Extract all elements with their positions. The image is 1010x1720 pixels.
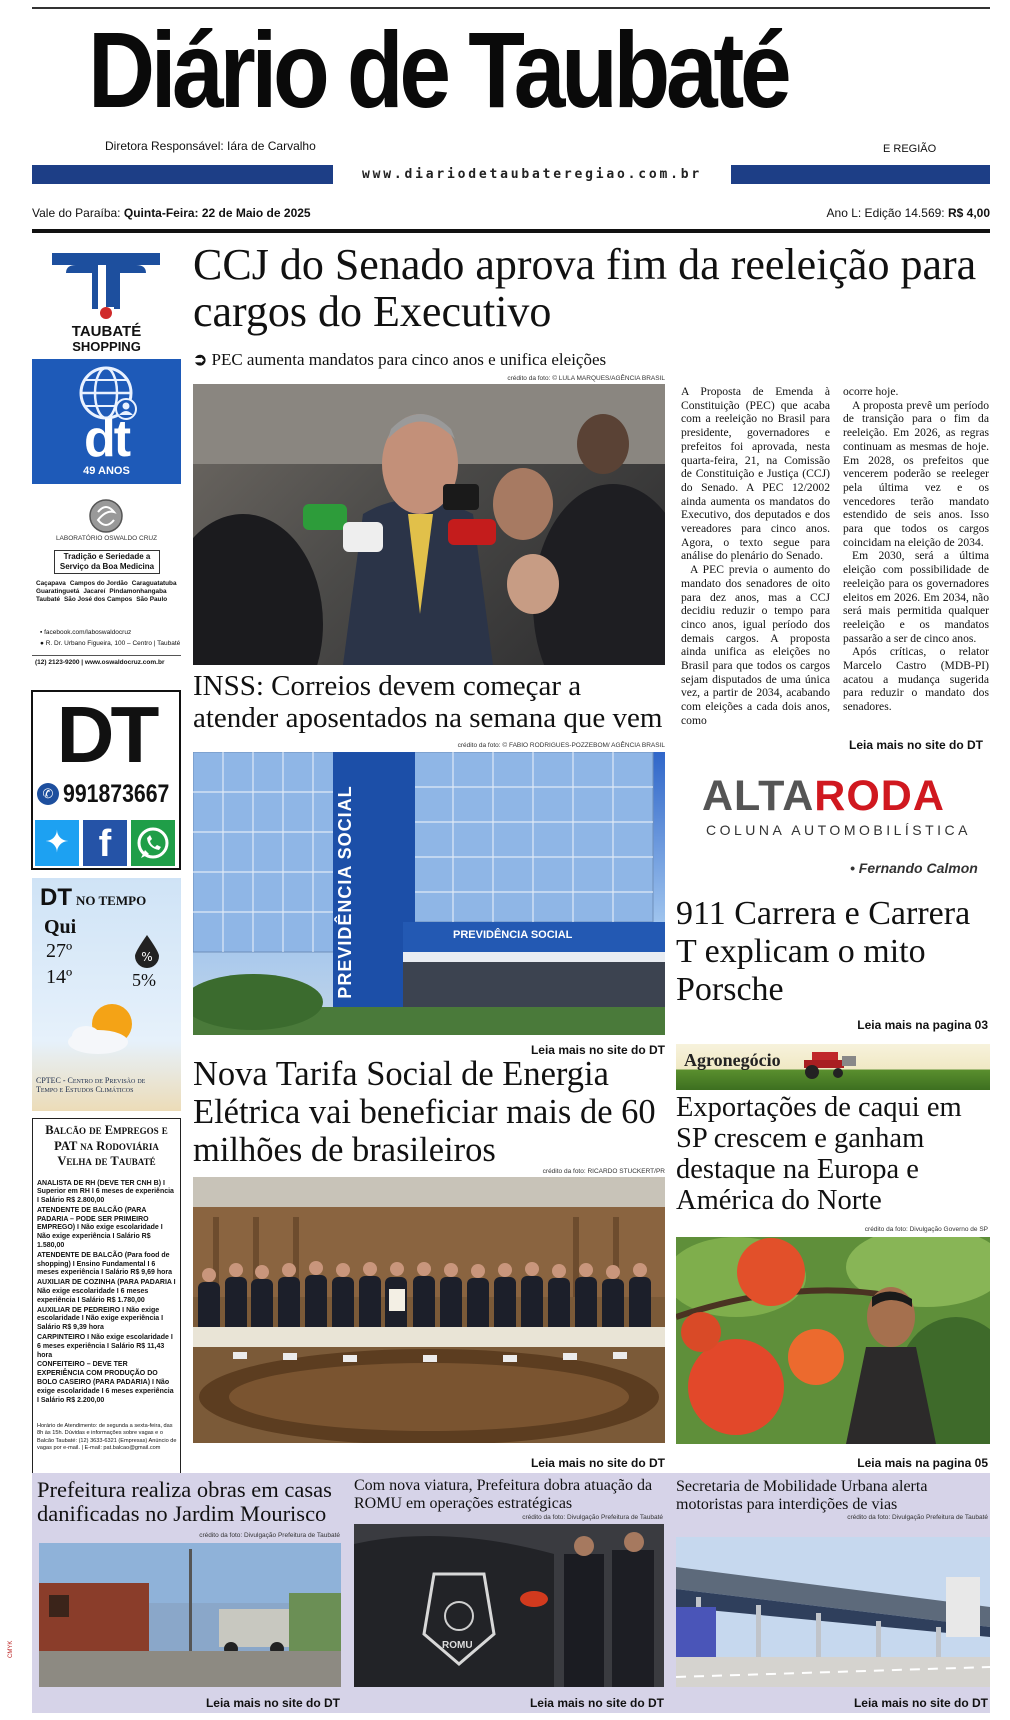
lab-city-item: São Paulo bbox=[136, 596, 168, 603]
jobs-list bbox=[37, 1180, 176, 1406]
tractor-icon bbox=[794, 1046, 864, 1080]
lab-divider bbox=[32, 655, 181, 656]
job-listing: CONFEITEIRO – DEVE TER EXPERIÊNCIA COM PRODUÇÃO DO BOLO CASEIRO (PARA PADARIA) I Não exige escolaridade I 6 meses experiência I Salário R$ 2.200,00 bbox=[37, 1361, 174, 1404]
jobs-footer: Horário de Atendimento: de segunda a sexta-feira, das 8h às 15h. Dúvidas e informações sobre vagas e o Balcão Taubaté: (12) 3633-6321 (Empresas) Anúncio de vagas por e-mail. | E-mail: pat.balcao@gmail.com bbox=[37, 1423, 177, 1452]
lab-city-item: São José dos Campos bbox=[64, 596, 133, 603]
weather-min: 14º bbox=[46, 966, 73, 988]
dt-contact-box bbox=[31, 690, 181, 870]
romu-headline[interactable]: Com nova viatura, Prefeitura dobra atuação da ROMU em operações estratégicas bbox=[354, 1477, 653, 1512]
previdencia-vertical-sign: PREVIDÊNCIA SOCIAL bbox=[335, 785, 355, 999]
previdencia-building-photo bbox=[193, 752, 665, 1035]
agro-label: Agronegócio bbox=[684, 1050, 781, 1070]
dt49-years: 49 ANOS bbox=[83, 465, 130, 477]
romu-read-more-link[interactable]: Leia mais no site do DT bbox=[529, 1696, 664, 1710]
lab-city-item: Caraguatatuba bbox=[131, 580, 177, 587]
energia-photo-credit: crédito da foto: RICARDO STUCKERT/PR bbox=[542, 1168, 665, 1175]
oswaldo-cruz-ad[interactable] bbox=[32, 495, 181, 687]
lead-photo-credit: crédito da foto: © LULA MARQUES/AGÊNCIA BRASIL bbox=[507, 375, 665, 382]
lab-facebook[interactable] bbox=[40, 629, 131, 636]
svg-text:%: % bbox=[141, 950, 153, 964]
lead-read-more-link[interactable]: Leia mais no site do DT bbox=[848, 738, 984, 752]
dateline-rule bbox=[32, 229, 990, 233]
caqui-harvest-photo bbox=[676, 1237, 990, 1444]
dt-contact-logo: DT bbox=[56, 690, 156, 779]
altaroda-headline[interactable]: 911 Carrera e Carrera T explicam o mito Porsche bbox=[676, 895, 971, 1008]
job-listing: AUXILIAR DE COZINHA (PARA PADARIA I Não exige escolaridade I 6 meses experiência I Salário R$ 1.780,00 bbox=[37, 1279, 176, 1304]
job-listing: ATENDENTE DE BALCÃO (Para food de shopping) I Ensino Fundamental I 6 meses experiência I Salário R$ 9,69 hora bbox=[37, 1251, 173, 1277]
lab-city-item: Jacareí bbox=[83, 588, 106, 595]
lead-paragraph: A Proposta de Emenda à Constituição (PEC) que acaba com a reeleição no Brasil para presidente, governadores e prefeitos foi aprovada, nesta quarta-feira, 21, na Comissão de Constituição e Justiça (CCJ) do Senado. A PEC 12/2002 ainda aumenta os mandatos do Executivo, dos deputados e dos vereadores para cinco anos. Agora, o texto segue para análise do plenário do Senado. bbox=[681, 385, 830, 563]
whatsapp-icon[interactable] bbox=[131, 820, 175, 866]
agro-photo-credit: crédito da foto: Divulgação Governo de SP bbox=[864, 1226, 988, 1233]
agro-read-more-link[interactable]: Leia mais na pagina 05 bbox=[857, 1456, 988, 1470]
lab-address bbox=[40, 640, 180, 647]
agro-headline[interactable]: Exportações de caqui em SP crescem e ganham destaque na Europa e América do Norte bbox=[676, 1092, 962, 1216]
senado-press-photo bbox=[193, 384, 665, 665]
altaroda-logo-a: ALTA bbox=[702, 772, 815, 820]
jobs-box bbox=[32, 1118, 181, 1486]
dt-contact-phone[interactable]: 991873667 bbox=[63, 780, 170, 808]
masthead-title: Diário de Taubaté bbox=[88, 9, 788, 130]
shopping-line2: SHOPPING bbox=[72, 339, 141, 354]
facebook-icon[interactable]: f bbox=[83, 820, 127, 866]
altaroda-read-more-link[interactable]: Leia mais na pagina 03 bbox=[857, 1018, 988, 1032]
job-listing: ANALISTA DE RH (DEVE TER CNH B) I Superior em RH I 6 meses de experiência I Salário R$ 2.800,00 bbox=[37, 1179, 174, 1205]
energia-headline[interactable]: Nova Tarifa Social de Energia Elétrica vai beneficiar mais de 60 milhões de brasileiros bbox=[193, 1055, 656, 1169]
lab-city-item: Campos do Jordão bbox=[69, 580, 128, 587]
address-text: R. Dr. Urbano Figueira, 100 – Centro | Taubaté bbox=[45, 640, 181, 647]
raindrop-icon bbox=[132, 934, 162, 968]
price: R$ 4,00 bbox=[947, 206, 990, 220]
arrow-right-icon: ➲ bbox=[193, 350, 208, 369]
weather-max: 27º bbox=[46, 940, 73, 962]
altaroda-logo bbox=[702, 772, 945, 821]
lab-city-item: Pindamonhangaba bbox=[109, 588, 167, 595]
obras-photo-credit: crédito da foto: Divulgação Prefeitura de Taubaté bbox=[199, 1532, 340, 1539]
lab-name: LABORATÓRIO OSWALDO CRUZ bbox=[55, 535, 158, 542]
inss-photo-credit: crédito da foto: © FABIO RODRIGUES-POZZEBOM/ AGÊNCIA BRASIL bbox=[457, 742, 665, 749]
altaroda-subtitle: COLUNA AUTOMOBILÍSTICA bbox=[706, 822, 972, 838]
lab-city-item: Taubaté bbox=[36, 596, 61, 603]
weather-day: Qui bbox=[44, 916, 77, 938]
mobilidade-headline[interactable]: Secretaria de Mobilidade Urbana alerta motoristas para interdições de vias bbox=[676, 1478, 928, 1513]
jobs-title: Balcão de Empregos e PAT na Rodoviária Velha de Taubaté bbox=[45, 1123, 168, 1168]
weather-title bbox=[40, 884, 146, 912]
lab-city-item: Caçapava bbox=[36, 580, 66, 587]
altaroda-author: • Fernando Calmon bbox=[850, 860, 978, 876]
dt-49-anos-badge[interactable] bbox=[32, 359, 181, 484]
lab-logo-icon bbox=[88, 498, 124, 534]
romu-badge: ROMU bbox=[442, 1640, 473, 1651]
dt49-big: dt bbox=[83, 410, 130, 468]
shopping-logo-icon bbox=[32, 243, 181, 321]
lead-paragraph: Após críticas, o relator Marcelo Castro (MDB-PI) acatou a mudança sugerida para reduzir o mandato dos senadores. bbox=[843, 645, 989, 714]
site-url[interactable]: www.diariodetaubateregiao.com.br bbox=[332, 165, 732, 184]
romu-photo-credit: crédito da foto: Divulgação Prefeitura de Taubaté bbox=[522, 1514, 663, 1521]
job-listing: ATENDENTE DE BALCÃO (PARA PADARIA – PODE SER PRIMEIRO EMPREGO) I Não exige escolaridade I Não exige experiência I Salário R$ 1.580,00 bbox=[37, 1206, 163, 1250]
previdencia-front-sign: PREVIDÊNCIA SOCIAL bbox=[453, 929, 573, 941]
dateline-date: Quinta-Feira: 22 de Maio de 2025 bbox=[123, 206, 311, 220]
mobilidade-photo-credit: crédito da foto: Divulgação Prefeitura de Taubaté bbox=[847, 1514, 988, 1521]
lab-contact-line: (12) 2123-9200 | www.oswaldocruz.com.br bbox=[35, 659, 165, 666]
pin-icon: ● bbox=[40, 640, 46, 647]
print-color-mark: CMYK bbox=[8, 1640, 14, 1658]
masthead-director: Diretora Responsável: Iára de Carvalho bbox=[105, 139, 316, 153]
weather-title-big: DT bbox=[40, 884, 72, 911]
lead-body-col2 bbox=[843, 385, 989, 714]
obras-read-more-link[interactable]: Leia mais no site do DT bbox=[205, 1696, 340, 1710]
taubate-shopping-ad[interactable] bbox=[32, 243, 181, 355]
mobilidade-read-more-link[interactable]: Leia mais no site do DT bbox=[853, 1696, 988, 1710]
lab-site[interactable]: www.oswaldocruz.com.br bbox=[84, 659, 165, 666]
inss-read-more-link[interactable]: Leia mais no site do DT bbox=[530, 1043, 665, 1057]
lab-tagline: Tradição e Seriedade a Serviço da Boa Medicina bbox=[54, 550, 160, 574]
inss-headline[interactable]: INSS: Correios devem começar a atender aposentados na semana que vem bbox=[193, 670, 663, 734]
phone-icon: ✆ bbox=[37, 783, 59, 805]
weather-rain: 5% bbox=[132, 970, 156, 990]
job-listing: CARPINTEIRO I Não exige escolaridade I 6 meses experiência I Salário R$ 11,43 hora bbox=[37, 1334, 173, 1359]
twitter-icon[interactable]: ✦ bbox=[35, 820, 79, 866]
facebook-icon: ▪ bbox=[40, 629, 45, 636]
weather-source: CPTEC - Centro de Previsão de Tempo e Estudos Climáticos bbox=[36, 1076, 146, 1094]
lab-phone: (12) 2123-9200 bbox=[35, 659, 80, 666]
facebook-text: facebook.com/laboswaldocruz bbox=[44, 629, 132, 636]
job-listing: AUXILIAR DE PEDREIRO I Não exige escolaridade I Não exige experiência I Salário R$ 9,39 hora bbox=[37, 1306, 164, 1332]
lab-city-item: Guaratinguetá bbox=[36, 588, 80, 595]
lead-paragraph: A proposta prevê um período de transição para o fim da reeleição. Em 2026, as regras continuam as mesmas de hoje. Em 2028, os prefeitos que vencerem poderão se reeleger pela última vez e os vencedores terão mandato estendido de seis anos. Isso para que todos os cargos coincidam na eleição de 2034. bbox=[843, 398, 989, 549]
weather-title-small: NO TEMPO bbox=[76, 893, 147, 908]
lead-headline[interactable]: CCJ do Senado aprova fim da reeleição para cargos do Executivo bbox=[193, 240, 977, 336]
masthead-region: E REGIÃO bbox=[883, 143, 937, 155]
lead-paragraph: Em 2030, será a última eleição com possibilidade de reeleição para os governadores eleitos em 2026. Em 2034, não será mais permitida qualquer reeleição e os mandatos passarão a ser de cinco anos. bbox=[843, 549, 989, 645]
shopping-line1: TAUBATÉ bbox=[71, 323, 142, 340]
tarifa-social-ceremony-photo bbox=[193, 1177, 665, 1443]
dateline-left bbox=[32, 206, 311, 220]
edition-number: Ano L: Edição 14.569: bbox=[826, 206, 945, 220]
romu-vehicle-photo bbox=[354, 1524, 664, 1687]
jardim-mourisco-photo bbox=[39, 1543, 341, 1687]
lead-paragraph: A PEC previa o aumento do mandato dos senadores de oito para dez anos, mas a CCJ decidiu reduzir o tempo para cinco anos, igual período dos demais cargos. A proposta ainda unifica as eleições no Brasil para que todos os cargos sejam disputados de uma única vez, a partir de 2034, acabando com eleições a cada dois anos, como bbox=[681, 563, 830, 727]
lead-paragraph: ocorre hoje. bbox=[843, 385, 899, 398]
energia-read-more-link[interactable]: Leia mais no site do DT bbox=[530, 1456, 665, 1470]
weather-widget bbox=[32, 878, 181, 1111]
altaroda-logo-b: RODA bbox=[814, 772, 945, 820]
agro-banner bbox=[676, 1044, 990, 1090]
lead-subhead bbox=[193, 350, 606, 370]
lead-body-col1 bbox=[681, 385, 830, 728]
lead-subhead-text: PEC aumenta mandatos para cinco anos e unifica eleições bbox=[211, 350, 607, 369]
lab-cities bbox=[36, 580, 181, 603]
dateline-prefix: Vale do Paraíba: bbox=[32, 206, 121, 220]
partly-cloudy-icon bbox=[62, 996, 152, 1060]
dateline-right bbox=[827, 206, 990, 220]
interdicao-vias-photo bbox=[676, 1537, 990, 1687]
obras-headline[interactable]: Prefeitura realiza obras em casas danificadas no Jardim Mourisco bbox=[37, 1477, 332, 1526]
